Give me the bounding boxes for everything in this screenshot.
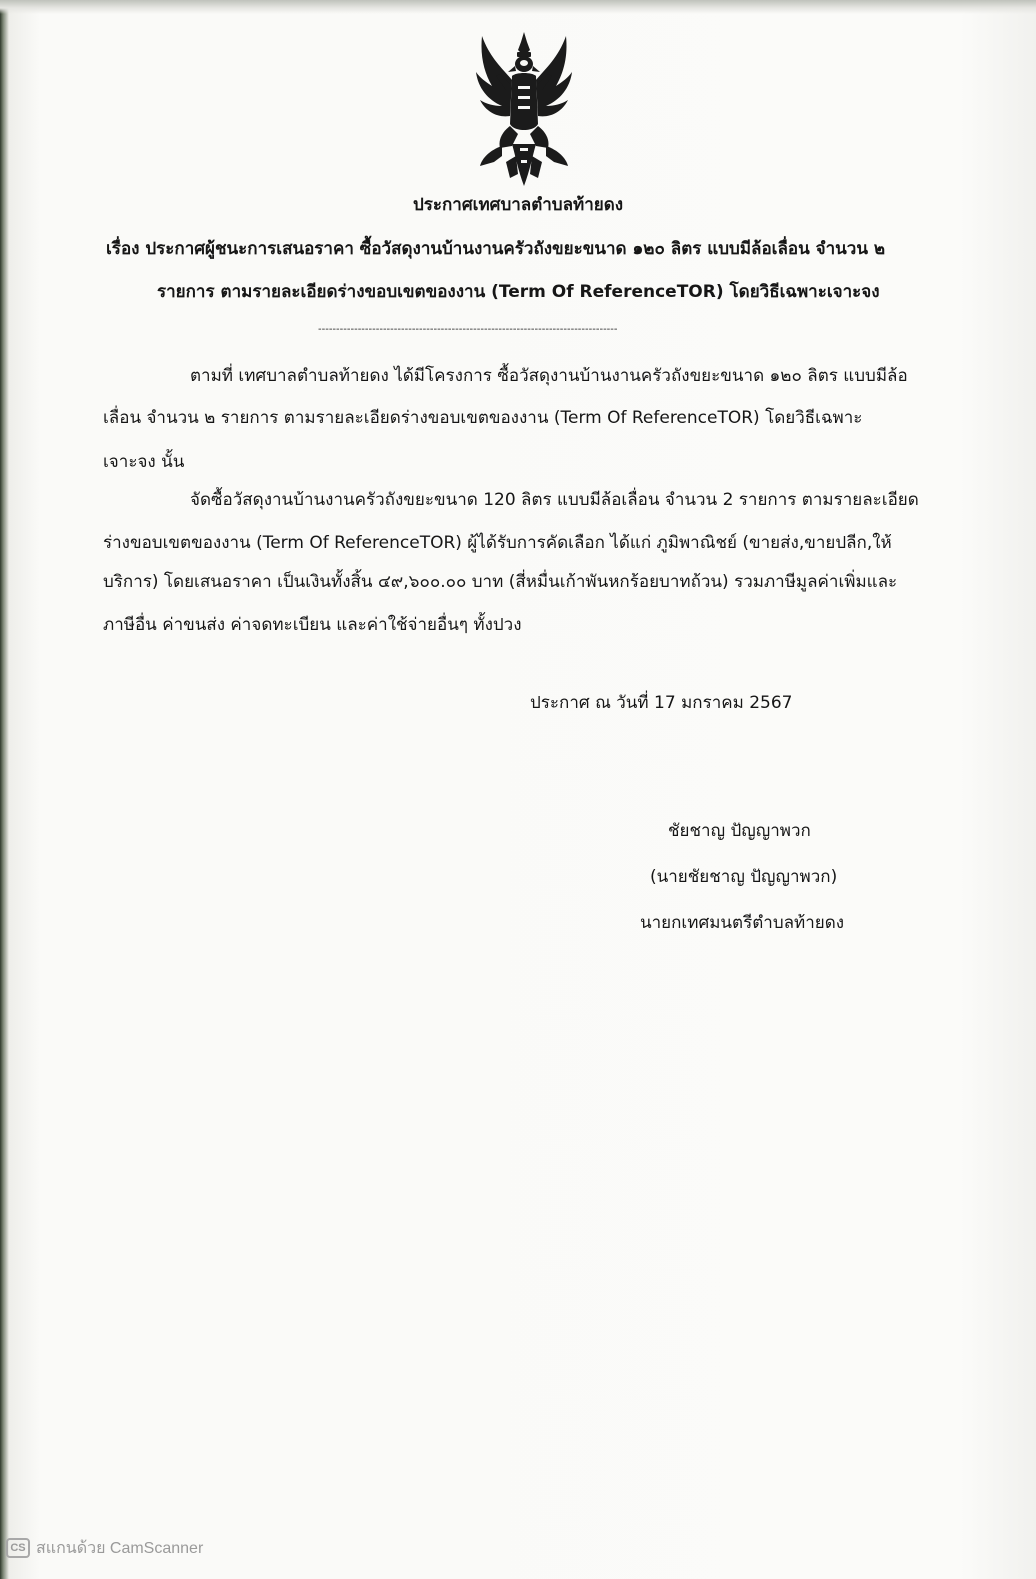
paragraph2-line-1: จัดซื้อวัสดุงานบ้านงานครัวถังขยะขนาด 120 ลิตร แบบมีล้อเลื่อน จำนวน 2 รายการ ตามรายละเอียด <box>190 490 919 510</box>
paragraph2-line-4: ภาษีอื่น ค่าขนส่ง ค่าจดทะเบียน และค่าใช้จ่ายอื่นๆ ทั้งปวง <box>103 615 522 635</box>
signer-full-name: (นายชัยชาญ ปัญญาพวก) <box>650 867 838 887</box>
subject-line-1: เรื่อง ประกาศผู้ชนะการเสนอราคา ซื้อวัสดุงานบ้านงานครัวถังขยะขนาด ๑๒๐ ลิตร แบบมีล้อเลื่อน จำนวน ๒ <box>106 239 886 259</box>
camscanner-watermark <box>6 1537 203 1559</box>
garuda-emblem-icon <box>472 28 576 190</box>
paragraph1-line-3: เจาะจง นั้น <box>103 452 185 472</box>
signer-position: นายกเทศมนตรีตำบลท้ายดง <box>640 913 845 933</box>
subject-line-2: รายการ ตามรายละเอียดร่างขอบเขตของงาน (Term Of ReferenceTOR) โดยวิธีเฉพาะเจาะจง <box>157 282 880 302</box>
announce-date: ประกาศ ณ วันที่ 17 มกราคม 2567 <box>530 693 793 713</box>
paragraph1-line-1: ตามที่ เทศบาลตำบลท้ายดง ได้มีโครงการ ซื้อวัสดุงานบ้านงานครัวถังขยะขนาด ๑๒๐ ลิตร แบบมีล้อ <box>190 366 908 386</box>
paragraph1-line-2: เลื่อน จำนวน ๒ รายการ ตามรายละเอียดร่างขอบเขตของงาน (Term Of ReferenceTOR) โดยวิธีเฉพาะ <box>103 408 863 428</box>
separator-line: ----------------------------------------------------------------------------------- <box>318 324 618 335</box>
camscanner-logo-icon: CS <box>6 1538 30 1558</box>
camscanner-label: สแกนด้วย CamScanner <box>36 1539 204 1557</box>
signed-name: ชัยชาญ ปัญญาพวก <box>668 821 811 841</box>
paragraph2-line-2: ร่างขอบเขตของงาน (Term Of ReferenceTOR) ผู้ได้รับการคัดเลือก ได้แก่ ภูมิพาณิชย์ (ขายส่ง,ขายปลีก,ให้ <box>103 533 892 553</box>
document-heading: ประกาศเทศบาลตำบลท้ายดง <box>412 195 624 215</box>
scan-top-edge <box>0 0 1036 14</box>
paragraph2-line-3: บริการ) โดยเสนอราคา เป็นเงินทั้งสิ้น ๔๙,๖๐๐.๐๐ บาท (สี่หมื่นเก้าพันหกร้อยบาทถ้วน) รวมภาษีมูลค่าเพิ่มและ <box>103 572 898 592</box>
